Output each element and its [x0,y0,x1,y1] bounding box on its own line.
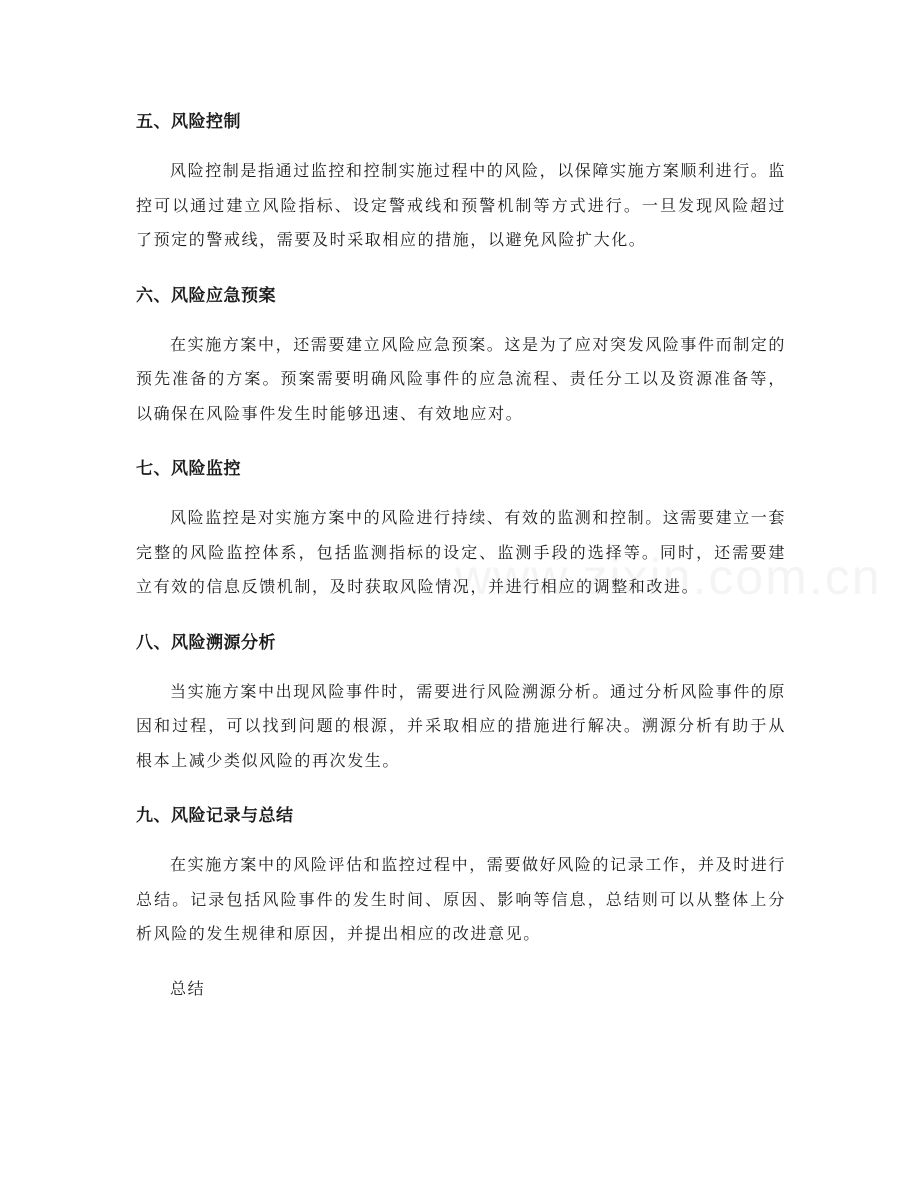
section-heading: 五、风险控制 [136,112,241,132]
section-risk-record-summary [136,798,786,952]
section-paragraph: 当实施方案中出现风险事件时，需要进行风险溯源分析。通过分析风险事件的原因和过程，可以找到问题的根源，并采取相应的措施进行解决。溯源分析有助于从根本上减少类似风险的再次发生。 [136,681,787,770]
section-heading: 六、风险应急预案 [136,285,276,306]
section-paragraph: 在实施方案中的风险评估和监控过程中，需要做好风险的记录工作，并及时进行总结。记录包括风险事件的发生时间、原因、影响等信息，总结则可以从整体上分析风险的发生规律和原因，并提出相应的改进意见。 [136,855,787,943]
section-risk-traceability [136,625,786,779]
section-paragraph: 风险控制是指通过监控和控制实施过程中的风险，以保障实施方案顺利进行。监控可以通过建立风险指标、设定警戒线和预警机制等方式进行。一旦发现风险超过了预定的警戒线，需要及时采取相应的措施，以避免风险扩大化。 [136,161,787,249]
document-body [136,104,786,1006]
section-heading: 八、风险溯源分析 [136,632,276,653]
section-paragraph: 风险监控是对实施方案中的风险进行持续、有效的监测和控制。这需要建立一套完整的风险监控体系，包括监测指标的设定、监测手段的选择等。同时，还需要建立有效的信息反馈机制，及时获取风险情况，并进行相应的调整和改进。 [136,508,787,596]
section-risk-control [136,104,786,258]
section-heading: 七、风险监控 [136,459,241,479]
closing-text: 总结 [170,978,206,998]
section-risk-emergency-plan [136,278,786,432]
section-heading: 九、风险记录与总结 [136,806,294,826]
section-paragraph: 在实施方案中，还需要建立风险应急预案。这是为了应对突发风险事件而制定的预先准备的方案。预案需要明确风险事件的应急流程、责任分工以及资源准备等，以确保在风险事件发生时能够迅速、有效地应对。 [136,334,787,423]
section-risk-monitoring [136,451,786,605]
